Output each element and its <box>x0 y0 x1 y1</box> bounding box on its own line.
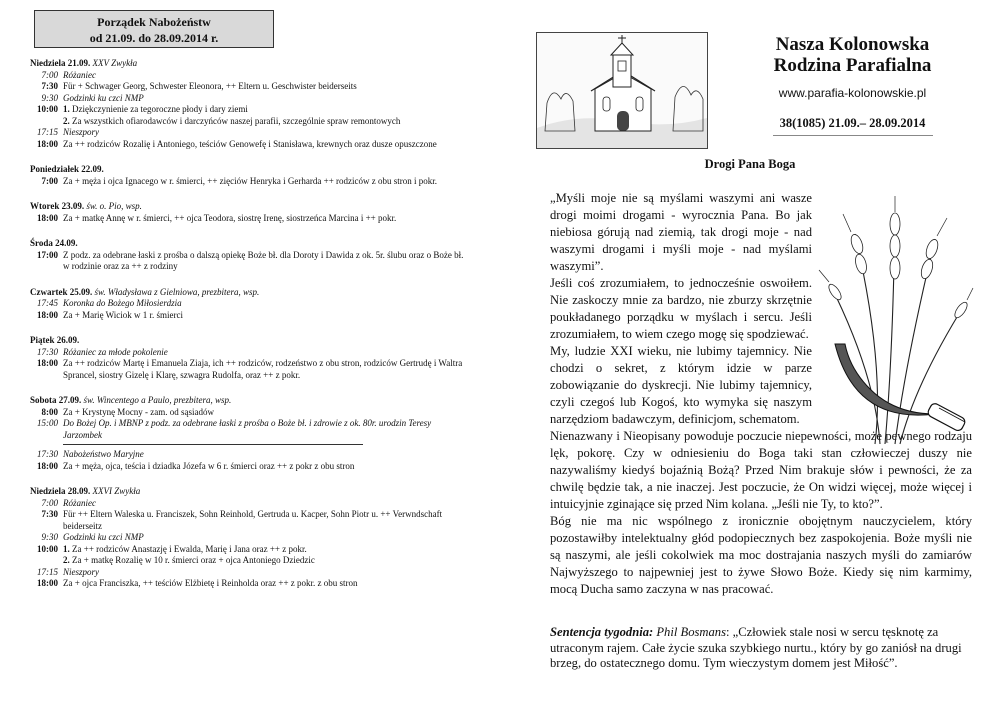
mass-intention <box>63 418 470 441</box>
intention-number: 2. <box>63 555 70 565</box>
schedule-title-box <box>34 10 274 48</box>
intention-text: Do Bożej Op. i MBNP z podz. za odebrane łaski z prośba o Boże bł. i zdrowie z ok. 80r. urodzin Teresy Jarzombek <box>63 418 432 440</box>
mass-entry <box>30 418 470 441</box>
sentencja-text: : „Człowiek stale nosi w sercu tęsknotę za utraconym rajem. Całe życie szuka szybkiego nurtu., który by go zaniósł na drugi brzeg, do ostatecznego domu. Tym wieczystym domem jest Miłość”. <box>550 625 962 670</box>
intention-text: Za + Marię Wiciok w 1 r. śmierci <box>63 309 184 320</box>
day-date: Wtorek 23.09. <box>30 201 85 211</box>
intention-text: Za ++ rodziców Rozalię i Antoniego, teściów Genowefę i Stanisława, krewnych oraz dusze opuszczone <box>63 138 437 149</box>
schedule-range: od 21.09. do 28.09.2014 r. <box>89 31 219 45</box>
mass-intention <box>63 81 470 93</box>
mass-entry <box>30 567 470 579</box>
intention-text: Nieszpory <box>63 566 99 577</box>
day-date: Czwartek 25.09. <box>30 286 93 297</box>
mass-time: 9:30 <box>41 92 58 103</box>
mass-entry <box>30 347 470 359</box>
church-illustration <box>536 32 708 149</box>
mass-entry <box>30 93 470 105</box>
intention-text: Nieszpory <box>63 127 99 137</box>
intention-text: Za ++ rodziców Martę i Emanuela Ziaja, ich ++ rodziców, rodzeństwo z obu stron, rodziców Gertrudę i Waltra Sprancel, siostry Gizelę i Klarę, szwagra Rudolfa, oraz ++ z pokr. <box>63 358 463 380</box>
mass-time: 18:00 <box>37 138 58 149</box>
mass-time: 10:00 <box>37 104 58 114</box>
mass-entry <box>30 116 470 128</box>
schedule-day <box>30 238 470 273</box>
intention-text: Za ++ rodziców Anastazję i Ewalda, Marię i Jana oraz ++ z pokr. <box>72 543 307 554</box>
mass-intention <box>63 250 470 273</box>
mass-time: 7:00 <box>41 497 58 508</box>
intention-text: Godzinki ku czci NMP <box>63 532 144 542</box>
article-paragraph: Jeśli coś zrozumiałem, to jednocześnie oswoiłem. Nie zaskoczy mnie za bardzo, nie zburzy skrzętnie poukładanego porządku w myślach i sercu. Jeśli zrozumiałem, to wiem czego mogę się spodziewać. <box>550 276 812 341</box>
intention-number: 1. <box>63 543 70 554</box>
mass-entry <box>30 358 470 381</box>
mass-intention <box>63 310 470 322</box>
masthead <box>735 34 970 136</box>
mass-time: 7:30 <box>41 509 58 519</box>
mass-entry <box>30 213 470 225</box>
mass-intention <box>63 116 470 128</box>
mass-time: 17:15 <box>37 127 58 137</box>
day-date: Poniedziałek 22.09. <box>30 164 104 174</box>
intention-text: Różaniec <box>63 497 96 508</box>
intention-text: Za + matkę Annę w r. śmierci, ++ ojca Teodora, siostrę Irenę, siostrzeńca Marcina i ++ pokr. <box>63 212 397 223</box>
mass-entry <box>30 298 470 310</box>
mass-entry <box>30 250 470 273</box>
day-date: Środa 24.09. <box>30 238 78 248</box>
mass-intention <box>63 70 470 82</box>
day-saint: św. o. Pio, wsp. <box>86 201 142 211</box>
mass-intention <box>63 213 470 225</box>
day-saint: XXV Zwykła <box>92 58 138 68</box>
mass-entry <box>30 127 470 139</box>
day-heading <box>30 335 470 347</box>
intention-text: Za + ojca Franciszka, ++ teściów Elżbietę i Reinholda oraz ++ z pokr. z obu stron <box>63 578 358 588</box>
intention-text: Za + Krystynę Mocny - zam. od sąsiadów <box>63 406 215 417</box>
intention-text: Za + matkę Rozalię w 10 r. śmierci oraz + ojca Antoniego Dziedzic <box>72 555 315 565</box>
mass-intention <box>63 544 470 556</box>
intention-text: Godzinki ku czci NMP <box>63 92 144 103</box>
mass-time: 18:00 <box>37 309 58 320</box>
intention-number: 1. <box>63 104 70 114</box>
article-paragraph: Nienazwany i Nieopisany powoduje poczucie niepewności, może pewnego rodzaju lęk, pokorę. Czy w odniesieniu do Boga taki stan człowieczej duszy nie nazywaliśmy kiedyś bojaźnią Bożą? Przed Nim brakuje słów i pewności, że za chwilę będzie tak, a nie inaczej. Jest poczucie, że On widzi więcej, może więcej i intuicyjnie zginające się przed Nim kolana. „Jeśli nie Ty, to kto?”. <box>550 429 972 511</box>
article-paragraph: „Myśli moje nie są myślami waszymi ani wasze drogi moimi drogami - wyrocznia Pana. Bo jak niebiosa górują nad ziemią, tak drogi moje - nad waszymi drogami i myśli moje - nad myślami waszymi”. <box>550 191 812 273</box>
article-paragraph: Bóg nie ma nic wspólnego z ironicznie obojętnym nauczycielem, który pozostawiłby intelektualny głód podopiecznych bez zaspokojenia. Boże myśli nie są naszymi, ale jeśli cokolwiek ma moc dostrajania naszych myśli do zamiarów Najwyższego to najpewniej jest to żywe Słowo Boże. Kiedy się nim karmimy, mocą Ducha samo zaczyna w nas pracować. <box>550 514 972 596</box>
mass-time <box>30 555 63 567</box>
day-saint: XXVI Zwykła <box>92 486 141 496</box>
mass-time: 17:45 <box>37 298 58 308</box>
schedule-day <box>30 335 470 381</box>
mass-entry <box>30 532 470 544</box>
intention-number: 2. <box>63 115 70 126</box>
day-heading <box>30 395 470 407</box>
mass-intention <box>63 104 470 116</box>
article-paragraph: My, ludzie XXI wieku, nie lubimy tajemnicy. Nie chodzi o sekret, z którym idzie w parze zobowiązanie do dyskrecji. Nie lubimy tajemnicy, czyli czegoś lub Kogoś, kto wymyka się naszym narzędziom badawczym, definicjom, schematom. <box>550 344 812 426</box>
sentencja-tygodnia <box>550 625 972 672</box>
masthead-issue: 38(1085) 21.09.– 28.09.2014 <box>779 116 926 130</box>
article-narrow-part <box>550 190 812 428</box>
schedule-column <box>30 10 470 590</box>
intention-text: Za + męża, ojca, teścia i dziadka Józefa w 6 r. śmierci oraz ++ z pokr z obu stron <box>63 460 355 471</box>
mass-time: 7:30 <box>41 81 58 91</box>
day-heading <box>30 238 470 250</box>
mass-intention <box>63 139 470 151</box>
mass-entry <box>30 81 470 93</box>
mass-intention <box>63 461 470 473</box>
day-date: Piątek 26.09. <box>30 335 80 345</box>
mass-intention <box>63 358 470 381</box>
sentencja-label: Sentencja tygodnia: <box>550 625 654 639</box>
masthead-url: www.parafia-kolonowskie.pl <box>778 86 927 100</box>
mass-entry <box>30 449 470 461</box>
mass-intention <box>63 578 470 590</box>
masthead-title-line2: Rodzina Parafialna <box>773 55 932 76</box>
schedule-day <box>30 486 470 590</box>
masthead-title-line1: Nasza Kolonowska <box>775 34 930 55</box>
mass-entry <box>30 509 470 532</box>
schedule-day <box>30 287 470 322</box>
intention-text: Różaniec <box>63 69 96 80</box>
day-date: Sobota 27.09. <box>30 395 82 405</box>
intention-text: Różaniec za młode pokolenie <box>63 346 168 357</box>
mass-intention <box>63 498 470 510</box>
mass-time: 18:00 <box>37 460 58 471</box>
mass-intention <box>63 93 470 105</box>
day-heading <box>30 164 470 176</box>
mass-entry <box>30 578 470 590</box>
wheat-icon <box>815 194 975 449</box>
mass-entry <box>30 176 470 188</box>
mass-time: 17:30 <box>37 449 58 459</box>
mass-time: 10:00 <box>37 543 58 554</box>
schedule-day <box>30 395 470 472</box>
mass-time <box>30 116 63 128</box>
mass-intention <box>63 176 470 188</box>
intention-text: Für + Schwager Georg, Schwester Eleonora, ++ Eltern u. Geschwister beiderseits <box>63 81 357 91</box>
mass-time: 7:00 <box>41 175 58 186</box>
mass-time: 7:00 <box>41 69 58 80</box>
day-heading <box>30 58 470 70</box>
schedule-day <box>30 201 470 224</box>
mass-entry <box>30 498 470 510</box>
mass-time: 18:00 <box>37 358 58 368</box>
mass-intention <box>63 127 470 139</box>
mass-time: 18:00 <box>37 578 58 588</box>
mass-intention <box>63 532 470 544</box>
day-heading <box>30 287 470 299</box>
mass-time: 8:00 <box>41 406 58 417</box>
sentencja-author: Phil Bosmans <box>656 625 726 639</box>
mass-entry <box>30 407 470 419</box>
day-saint: św. Wincentego a Paulo, prezbitera, wsp. <box>83 395 232 405</box>
mass-intention <box>63 567 470 579</box>
mass-time: 18:00 <box>37 212 58 223</box>
mass-entry <box>30 310 470 322</box>
mass-time: 9:30 <box>41 532 58 542</box>
mass-time: 17:00 <box>37 249 58 260</box>
separator-line <box>63 444 363 445</box>
day-saint: św. Władysława z Gielniowa, prezbitera, wsp. <box>94 286 260 297</box>
mass-intention <box>63 347 470 359</box>
masthead-rule <box>773 135 933 136</box>
intention-text: Za wszystkich ofiarodawców i darczyńców naszej parafii, szczególnie spraw remontowych <box>72 115 401 126</box>
day-date: Niedziela 21.09. <box>30 58 91 68</box>
mass-entry <box>30 544 470 556</box>
intention-text: Z podz. za odebrane łaski z prośba o dalszą opiekę Boże bł. dla Doroty i Dawida z ok. 5r. ślubu oraz o Boże bł. w rodzinie oraz za ++ z rodziny <box>63 249 464 271</box>
schedule-day <box>30 58 470 150</box>
day-date: Niedziela 28.09. <box>30 486 91 496</box>
intention-text: Za + męża i ojca Ignacego w r. śmierci, ++ zięciów Henryka i Gerharda ++ rodziców z obu stron i pokr. <box>63 175 437 186</box>
schedule-days <box>30 58 470 590</box>
wheat-sickle-illustration <box>815 194 975 449</box>
day-heading <box>30 486 470 498</box>
intention-text: Koronka do Bożego Miłosierdzia <box>63 298 182 308</box>
mass-entry <box>30 104 470 116</box>
intention-text: Nabożeństwo Maryjne <box>63 449 144 459</box>
mass-time: 17:15 <box>37 566 58 577</box>
mass-intention <box>63 449 470 461</box>
intention-text: Für ++ Eltern Waleska u. Franciszek, Sohn Reinhold, Gertruda u. Kacper, Sohn Piotr u. ++ Verwndschaft beiderseitz <box>63 509 443 531</box>
mass-time: 15:00 <box>37 418 58 428</box>
day-heading <box>30 201 470 213</box>
mass-time: 17:30 <box>37 346 58 357</box>
mass-intention <box>63 407 470 419</box>
schedule-title: Porządek Nabożeństw <box>97 15 211 29</box>
mass-entry <box>30 139 470 151</box>
mass-entry <box>30 70 470 82</box>
mass-entry <box>30 461 470 473</box>
intention-text: Dziękczynienie za tegoroczne płody i dary ziemi <box>72 104 248 114</box>
schedule-day <box>30 164 470 187</box>
mass-intention <box>63 298 470 310</box>
mass-intention <box>63 509 470 532</box>
church-icon <box>537 33 707 148</box>
mass-intention <box>63 555 470 567</box>
mass-entry <box>30 555 470 567</box>
article-title: Drogi Pana Boga <box>704 157 796 171</box>
